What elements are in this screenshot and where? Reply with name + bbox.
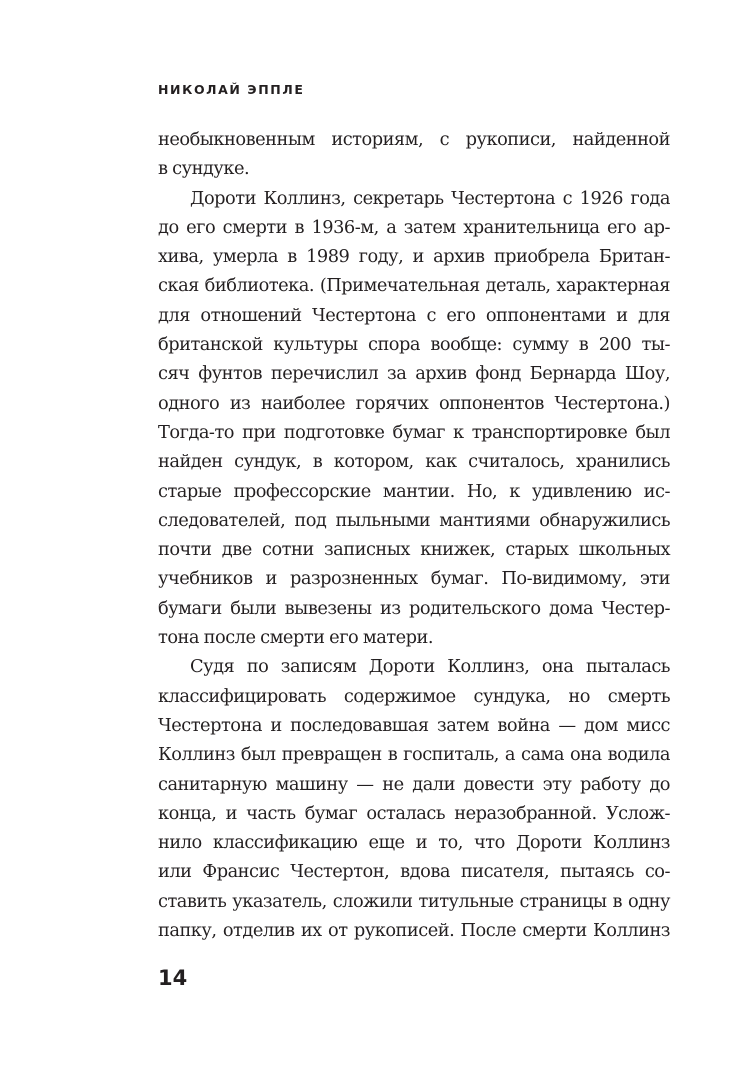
text-line: санитарную машину — не дали довести эту работу до xyxy=(158,773,670,795)
text-line: ская библиотека. (Примечательная деталь, характерная xyxy=(158,275,670,297)
text-line: почти две сотни записных книжек, старых школьных xyxy=(158,539,670,561)
text-line: следователей, под пыльными мантиями обнаружились xyxy=(158,509,670,531)
text-line: найден сундук, в котором, как считалось, хранились xyxy=(158,451,670,473)
text-line: классифицировать содержимое сундука, но смерть xyxy=(158,685,670,707)
text-line: до его смерти в 1936-м, а затем хранительница его ар- xyxy=(158,216,670,238)
text-line: ставить указатель, сложили титульные страницы в одну xyxy=(158,890,670,912)
text-line: бумаги были вывезены из родительского дома Честер- xyxy=(158,597,670,619)
running-head: НИКОЛАЙ ЭППЛЕ xyxy=(158,82,305,97)
text-line: учебников и разрозненных бумаг. По-видимому, эти xyxy=(158,568,670,590)
text-line: конца, и часть бумаг осталась неразобранной. Услож- xyxy=(158,802,670,824)
page-number: 14 xyxy=(158,966,188,990)
text-line: хива, умерла в 1989 году, и архив приобрела Британ- xyxy=(158,246,670,268)
text-line: сяч фунтов перечислил за архив фонд Бернарда Шоу, xyxy=(158,363,670,385)
text-line: старые профессорские мантии. Но, к удивлению ис- xyxy=(158,480,670,502)
text-line: Честертона и последовавшая затем война — дом мисс xyxy=(158,714,670,736)
text-line: тона после смерти его матери. xyxy=(158,627,434,649)
text-line: или Франсис Честертон, вдова писателя, пытаясь со- xyxy=(158,861,670,883)
text-line: папку, отделив их от рукописей. После смерти Коллинз xyxy=(158,920,670,942)
text-line: необыкновенным историям, с рукописи, найденной xyxy=(158,129,670,150)
text-line: Тогда-то при подготовке бумаг к транспортировке был xyxy=(158,421,670,443)
text-line: в сундуке. xyxy=(158,158,250,180)
text-line: британской культуры спора вообще: сумму в 200 ты- xyxy=(158,334,670,356)
text-line: нило классификацию еще и то, что Дороти Коллинз xyxy=(158,832,670,854)
text-line: Коллинз был превращен в госпиталь, а сама она водила xyxy=(158,744,670,766)
paragraph-start-line: Судя по записям Дороти Коллинз, она пыталась xyxy=(190,656,670,678)
text-line: для отношений Честертона с его оппонентами и для xyxy=(158,304,670,326)
paragraph-start-line: Дороти Коллинз, секретарь Честертона с 1926 года xyxy=(190,187,670,209)
text-line: одного из наиболее горячих оппонентов Честертона.) xyxy=(158,392,670,414)
body-text xyxy=(158,125,670,945)
